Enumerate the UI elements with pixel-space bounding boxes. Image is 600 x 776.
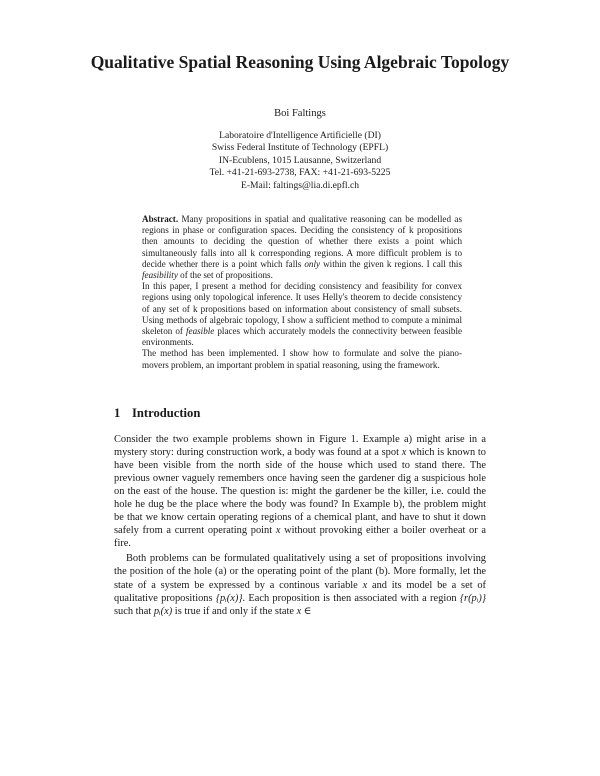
abstract-text: Many propositions in spatial and qualitative reasoning can be modelled as regions in phase or configuration spaces. Deciding the consistency of k propositions then amounts to deciding the question of whether there exists a point which simultaneously falls into all k corresponding regions. A more difficult problem is to decide whether there is a point which falls <box>142 214 462 269</box>
paragraph-text: Consider the two example problems shown in Figure 1. Example a) might arise in a mystery story: during construction work, a body was found at a spot <box>114 434 486 459</box>
abstract-paragraph: The method has been implemented. I show how to formulate and solve the piano-movers problem, an important problem in spatial reasoning, using the framework. <box>142 348 462 370</box>
emphasis-text: feasibility <box>142 270 178 281</box>
abstract <box>142 214 462 371</box>
paper-title: Qualitative Spatial Reasoning Using Algebraic Topology <box>90 52 510 72</box>
body-paragraph <box>114 433 486 550</box>
emphasis-text: feasible <box>186 326 215 337</box>
paragraph-text: Both problems can be formulated qualitatively using a set of propositions involving the position of the hole (a) or the operating point of the plant (b). More formally, let the state of a system be expressed by a continous variable <box>114 553 486 591</box>
abstract-paragraph <box>142 281 462 348</box>
math-expression: {r(pᵢ)} <box>459 592 487 604</box>
math-variable: x <box>275 525 281 537</box>
math-variable: x <box>296 605 302 617</box>
author-name: Boi Faltings <box>274 108 326 119</box>
abstract-text: In this paper, I present a method for deciding consistency and feasibility for convex regions using only topological inference. It uses Helly's theorem to decide consistency of any set of k propositions based on information about consistency of small subsets. Using methods of algebraic topology, I show a sufficient method to compute a minimal skeleton of <box>142 281 462 337</box>
abstract-text: places which accurately models the connectivity between feasible environments. <box>142 326 463 348</box>
abstract-text: within the given k regions. I call this <box>320 258 462 269</box>
affiliation-line: Swiss Federal Institute of Technology (EPFL) <box>211 142 389 154</box>
affiliation-line: Tel. +41-21-693-2738, FAX: +41-21-693-5225 <box>209 167 391 179</box>
paragraph-text: ∈ <box>301 605 312 617</box>
emphasis-text: only <box>304 258 321 269</box>
paragraph-text: . Each proposition is then associated with a region <box>242 592 460 604</box>
abstract-text: of the set of propositions. <box>177 270 273 281</box>
paragraph-text: such that <box>114 605 154 617</box>
section-number: 1 <box>114 406 121 420</box>
affiliation-line: IN-Ecublens, 1015 Lausanne, Switzerland <box>218 154 382 166</box>
paragraph-text: without provoking either a boiler overheat or a fire. <box>114 525 486 550</box>
section-heading <box>114 406 200 421</box>
body-paragraph <box>114 552 486 617</box>
affiliation-block <box>0 130 600 192</box>
email-line: E-Mail: faltings@lia.di.epfl.ch <box>240 179 360 191</box>
abstract-paragraph <box>142 214 462 281</box>
body-text <box>114 433 486 618</box>
paragraph-text: is true if and only if the state <box>172 605 297 617</box>
paragraph-text: and its model be a set of qualitative propositions <box>114 579 487 604</box>
section-title: Introduction <box>132 406 201 420</box>
math-expression: {pᵢ(x)} <box>215 592 243 604</box>
paragraph-text: which is known to have been visible from the north side of the house which used to stand there. The previous owner vaguely remembers once having seen the gardener dig a suspicious hole on the east of the house. The question is: might the gardener be the killer, i.e. could the hole he dug be the place where the body was found? In Example b), the problem might be that we know certain operating regions of a chemical plant, and have to shut it down safely from a current operating point <box>114 447 486 537</box>
math-variable: x <box>362 579 368 591</box>
math-expression: pᵢ(x) <box>153 605 173 617</box>
abstract-label: Abstract. <box>142 214 179 224</box>
affiliation-line: Laboratoire d'Intelligence Artificielle (DI) <box>219 130 381 141</box>
math-variable: x <box>401 447 407 459</box>
